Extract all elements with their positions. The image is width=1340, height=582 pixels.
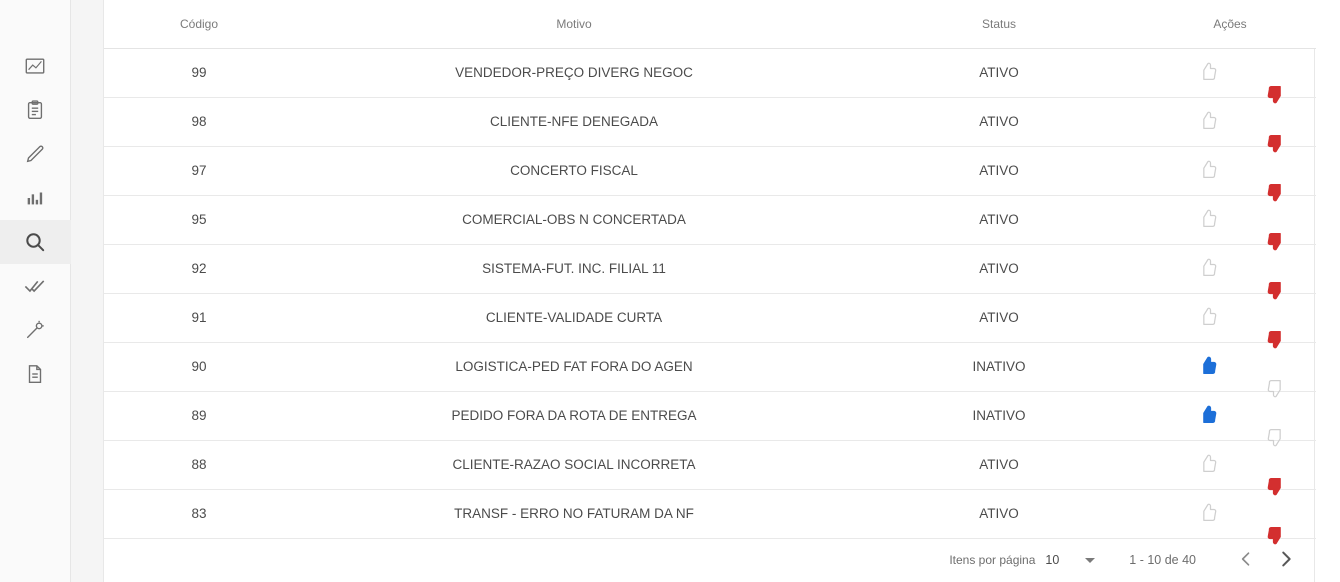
thumb-down-icon <box>1242 159 1262 182</box>
cell-status: ATIVO <box>854 146 1144 195</box>
table-header-row <box>104 0 1316 48</box>
cell-motivo: TRANSF - ERRO NO FATURAM DA NF <box>294 489 854 538</box>
deactivate-button[interactable] <box>1241 258 1263 280</box>
thumb-up-icon <box>1198 404 1218 427</box>
cell-motivo: CLIENTE-RAZAO SOCIAL INCORRETA <box>294 440 854 489</box>
row-actions <box>1144 490 1316 538</box>
row-actions <box>1144 98 1316 146</box>
table-row <box>104 440 1316 489</box>
sidebar-item-double-check[interactable] <box>0 264 71 308</box>
cell-status: ATIVO <box>854 48 1144 97</box>
cell-acoes <box>1144 391 1316 440</box>
reasons-table <box>104 0 1316 539</box>
table-body <box>104 48 1316 538</box>
content-area <box>103 0 1340 582</box>
thumb-down-icon <box>1242 257 1262 280</box>
activate-button[interactable] <box>1197 160 1219 182</box>
table-row <box>104 489 1316 538</box>
reasons-table-card <box>103 0 1315 582</box>
cell-motivo: CLIENTE-NFE DENEGADA <box>294 97 854 146</box>
cell-acoes <box>1144 97 1316 146</box>
deactivate-button[interactable] <box>1241 405 1263 427</box>
sidebar <box>0 0 71 582</box>
table-row <box>104 146 1316 195</box>
page-range-label: 1 - 10 de 40 <box>1129 553 1196 568</box>
sidebar-item-pencil[interactable] <box>0 132 71 176</box>
row-actions <box>1144 441 1316 489</box>
table-row <box>104 391 1316 440</box>
cell-codigo: 89 <box>104 391 294 440</box>
activate-button[interactable] <box>1197 454 1219 476</box>
cell-acoes <box>1144 146 1316 195</box>
previous-page-button[interactable] <box>1226 540 1266 580</box>
thumb-up-icon <box>1198 208 1218 231</box>
deactivate-button[interactable] <box>1241 209 1263 231</box>
row-actions <box>1144 49 1316 97</box>
cell-status: ATIVO <box>854 244 1144 293</box>
thumb-down-icon <box>1242 355 1262 378</box>
next-page-button[interactable] <box>1266 540 1306 580</box>
thumb-up-icon <box>1198 355 1218 378</box>
cell-acoes <box>1144 440 1316 489</box>
activate-button[interactable] <box>1197 62 1219 84</box>
activate-button[interactable] <box>1197 111 1219 133</box>
chevron-left-icon <box>1236 549 1256 572</box>
items-per-page-value: 10 <box>1045 553 1060 568</box>
pencil-icon <box>24 143 46 165</box>
column-header-acoes: Ações <box>1144 0 1316 48</box>
thumb-down-icon <box>1242 404 1262 427</box>
thumb-up-icon <box>1198 306 1218 329</box>
cell-status: ATIVO <box>854 97 1144 146</box>
thumb-down-icon <box>1242 110 1262 133</box>
paginator <box>104 539 1314 582</box>
table-row <box>104 342 1316 391</box>
sidebar-item-bar-chart[interactable] <box>0 176 71 220</box>
cell-motivo: CLIENTE-VALIDADE CURTA <box>294 293 854 342</box>
row-actions <box>1144 196 1316 244</box>
cell-acoes <box>1144 48 1316 97</box>
cell-status: INATIVO <box>854 342 1144 391</box>
document-icon <box>24 363 46 385</box>
search-icon <box>23 230 47 254</box>
clipboard-icon <box>24 99 46 121</box>
deactivate-button[interactable] <box>1241 454 1263 476</box>
sidebar-item-magic-wand[interactable] <box>0 308 71 352</box>
table-row <box>104 293 1316 342</box>
deactivate-button[interactable] <box>1241 111 1263 133</box>
row-actions <box>1144 147 1316 195</box>
table-row <box>104 244 1316 293</box>
thumb-down-icon <box>1242 453 1262 476</box>
sidebar-item-clipboard[interactable] <box>0 88 71 132</box>
activate-button[interactable] <box>1197 307 1219 329</box>
deactivate-button[interactable] <box>1241 307 1263 329</box>
deactivate-button[interactable] <box>1241 356 1263 378</box>
cell-acoes <box>1144 489 1316 538</box>
thumb-up-icon <box>1198 257 1218 280</box>
thumb-down-icon <box>1242 208 1262 231</box>
cell-acoes <box>1144 244 1316 293</box>
sidebar-item-chart-area[interactable] <box>0 44 71 88</box>
cell-motivo: LOGISTICA-PED FAT FORA DO AGEN <box>294 342 854 391</box>
deactivate-button[interactable] <box>1241 160 1263 182</box>
table-row <box>104 97 1316 146</box>
sidebar-item-search[interactable] <box>0 220 71 264</box>
cell-codigo: 99 <box>104 48 294 97</box>
chevron-right-icon <box>1275 548 1297 573</box>
cell-acoes <box>1144 195 1316 244</box>
bar-chart-icon <box>24 187 46 209</box>
cell-codigo: 83 <box>104 489 294 538</box>
cell-codigo: 88 <box>104 440 294 489</box>
thumb-up-icon <box>1198 110 1218 133</box>
thumb-down-icon <box>1242 306 1262 329</box>
cell-codigo: 97 <box>104 146 294 195</box>
cell-motivo: VENDEDOR-PREÇO DIVERG NEGOC <box>294 48 854 97</box>
items-per-page-select[interactable] <box>1045 553 1095 567</box>
cell-status: ATIVO <box>854 293 1144 342</box>
chevron-down-icon <box>1085 558 1095 563</box>
cell-status: ATIVO <box>854 440 1144 489</box>
page-gutter <box>71 0 103 582</box>
cell-motivo: SISTEMA-FUT. INC. FILIAL 11 <box>294 244 854 293</box>
cell-codigo: 92 <box>104 244 294 293</box>
magic-wand-icon <box>24 319 46 341</box>
cell-motivo: PEDIDO FORA DA ROTA DE ENTREGA <box>294 391 854 440</box>
activate-button[interactable] <box>1197 356 1219 378</box>
cell-acoes <box>1144 293 1316 342</box>
sidebar-item-document[interactable] <box>0 352 71 396</box>
column-header-codigo: Código <box>104 0 294 48</box>
cell-codigo: 91 <box>104 293 294 342</box>
row-actions <box>1144 245 1316 293</box>
cell-codigo: 90 <box>104 342 294 391</box>
cell-status: ATIVO <box>854 195 1144 244</box>
cell-status: INATIVO <box>854 391 1144 440</box>
activate-button[interactable] <box>1197 209 1219 231</box>
thumb-up-icon <box>1198 502 1218 525</box>
column-header-motivo: Motivo <box>294 0 854 48</box>
thumb-down-icon <box>1242 502 1262 525</box>
thumb-up-icon <box>1198 159 1218 182</box>
cell-codigo: 98 <box>104 97 294 146</box>
cell-motivo: CONCERTO FISCAL <box>294 146 854 195</box>
items-per-page-label: Itens por página <box>949 553 1036 568</box>
cell-motivo: COMERCIAL-OBS N CONCERTADA <box>294 195 854 244</box>
activate-button[interactable] <box>1197 405 1219 427</box>
thumb-down-icon <box>1242 61 1262 84</box>
thumb-up-icon <box>1198 453 1218 476</box>
double-check-icon <box>24 275 46 297</box>
activate-button[interactable] <box>1197 503 1219 525</box>
column-header-status: Status <box>854 0 1144 48</box>
table-header <box>104 0 1316 48</box>
chart-area-icon <box>24 55 46 77</box>
cell-status: ATIVO <box>854 489 1144 538</box>
row-actions <box>1144 392 1316 440</box>
deactivate-button[interactable] <box>1241 62 1263 84</box>
deactivate-button[interactable] <box>1241 503 1263 525</box>
cell-acoes <box>1144 342 1316 391</box>
row-actions <box>1144 294 1316 342</box>
thumb-up-icon <box>1198 61 1218 84</box>
row-actions <box>1144 343 1316 391</box>
activate-button[interactable] <box>1197 258 1219 280</box>
cell-codigo: 95 <box>104 195 294 244</box>
table-row <box>104 48 1316 97</box>
table-row <box>104 195 1316 244</box>
